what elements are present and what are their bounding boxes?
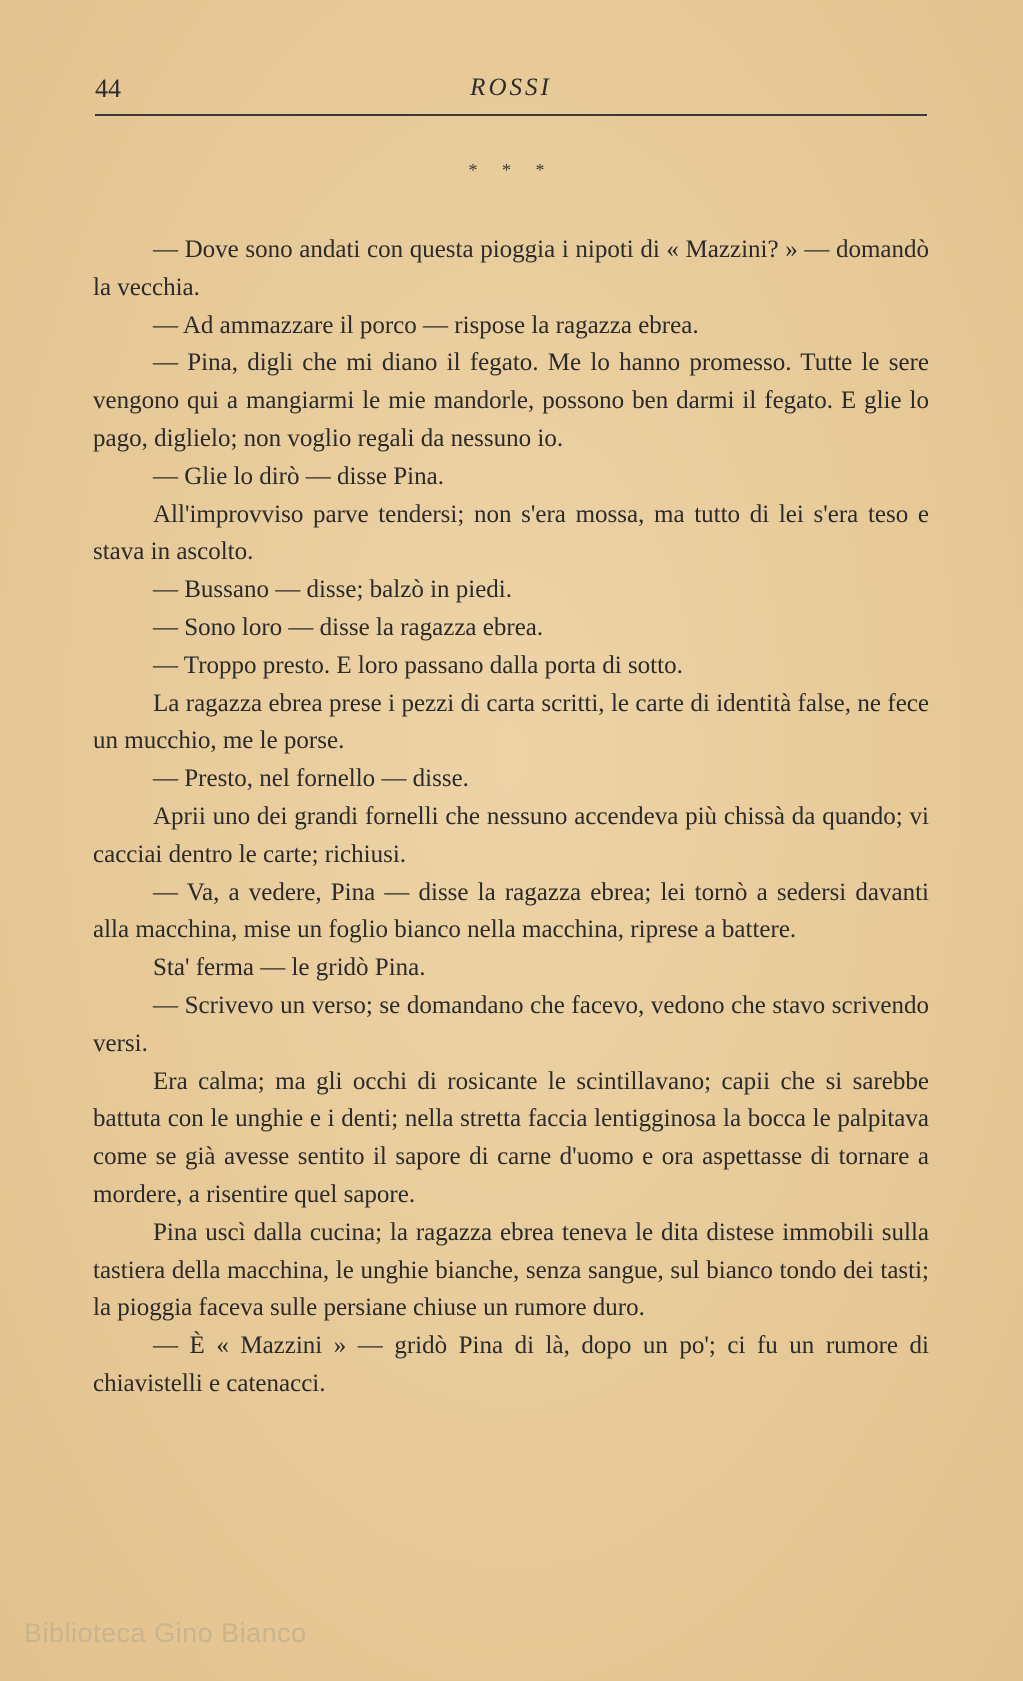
paragraph: La ragazza ebrea prese i pezzi di carta scritti, le carte di identità false, ne fece un mucchio, me le porse. <box>93 689 929 755</box>
paragraph: — Sono loro — disse la ragazza ebrea. <box>153 613 544 641</box>
header-rule <box>95 114 927 116</box>
paragraph: — È « Mazzini » — gridò Pina di là, dopo un po'; ci fu un rumore di chiavistelli e catenacci. <box>93 1332 929 1397</box>
paragraph: — Troppo presto. E loro passano dalla porta di sotto. <box>153 651 683 679</box>
paragraph: — Presto, nel fornello — disse. <box>153 765 469 793</box>
paragraph: — Dove sono andati con questa pioggia i nipoti di « Mazzini? » — domandò la vecchia. <box>93 236 929 301</box>
paragraph: Aprii uno dei grandi fornelli che nessuno accendeva più chissà da quando; vi cacciai dentro le carte; richiusi. <box>93 802 929 868</box>
paragraph: — Va, a vedere, Pina — disse la ragazza ebrea; lei tornò a sedersi davanti alla macchina, mise un foglio bianco nella macchina, riprese a battere. <box>93 878 929 944</box>
paragraph: — Bussano — disse; balzò in piedi. <box>153 576 512 604</box>
paragraph: All'improvviso parve tendersi; non s'era mossa, ma tutto di lei s'era teso e stava in ascolto. <box>93 500 929 566</box>
paragraph: — Pina, digli che mi diano il fegato. Me lo hanno promesso. Tutte le sere vengono qui a mangiarmi le mie mandorle, possono ben darmi il fegato. E glie lo pago, diglielo; non voglio regali da nessuno io. <box>93 349 929 452</box>
paragraph: Sta' ferma — le gridò Pina. <box>153 954 426 982</box>
paragraph: — Scrivevo un verso; se domandano che facevo, vedono che stavo scrivendo versi. <box>93 991 929 1057</box>
paragraph: — Ad ammazzare il porco — rispose la ragazza ebrea. <box>153 311 699 339</box>
page-header <box>95 74 927 118</box>
paragraph: Era calma; ma gli occhi di rosicante le scintillavano; capii che si sarebbe battuta con le unghie e i denti; nella stretta faccia lentigginosa la bocca le palpitava come se già avesse sentito il sapore di carne d'uomo e ora aspettasse di tornare a mordere, a risentire quel sapore. <box>93 1067 929 1208</box>
paragraph: Pina uscì dalla cucina; la ragazza ebrea teneva le dita distese immobili sulla tastiera della macchina, le unghie bianche, senza sangue, sul bianco tondo dei tasti; la pioggia faceva sulle persiane chiuse un rumore duro. <box>93 1218 929 1322</box>
library-watermark: Biblioteca Gino Bianco <box>24 1618 307 1648</box>
paragraph: — Glie lo dirò — disse Pina. <box>153 462 444 490</box>
page-number: 44 <box>95 74 121 103</box>
section-break-asterisks: * * * <box>468 160 555 180</box>
running-head: ROSSI <box>470 74 552 101</box>
body-text <box>93 231 929 1403</box>
